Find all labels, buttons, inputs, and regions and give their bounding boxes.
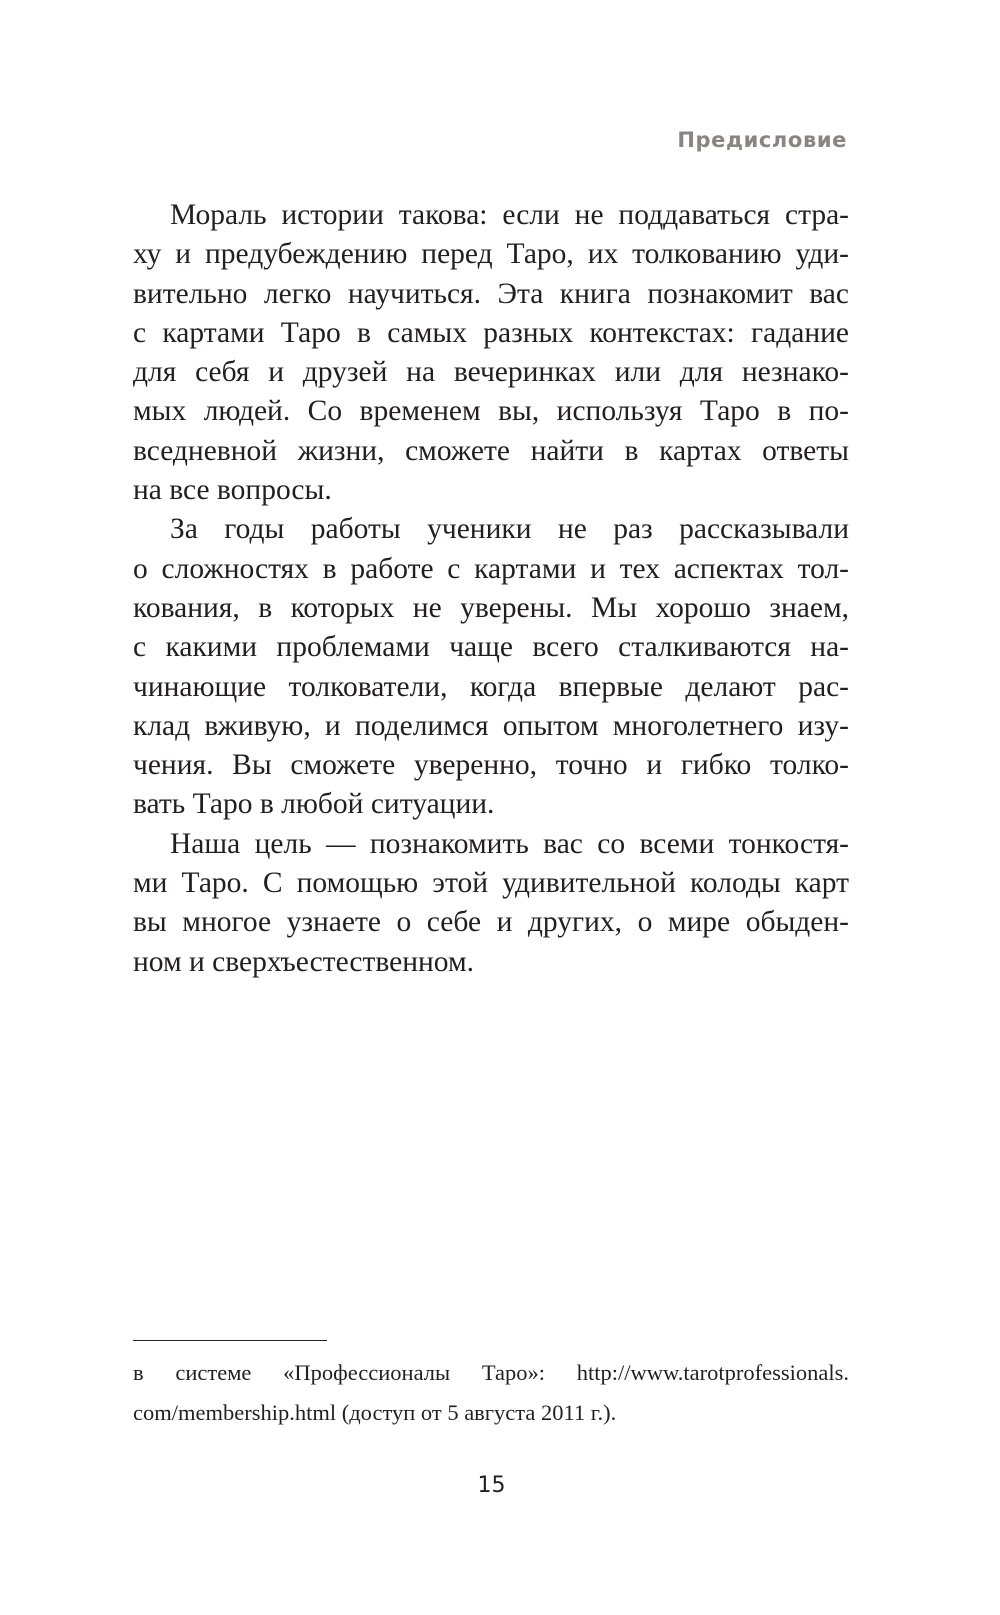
text-line: чения. Вы сможете уверенно, точно и гибко толко-: [133, 749, 849, 782]
text-line: чинающие толкователи, когда впервые делают рас-: [133, 670, 849, 703]
text-line: вы многое узнаете о себе и других, о мире обыден-: [133, 906, 849, 939]
text-line: мых людей. Со временем вы, используя Таро в по-: [133, 395, 849, 428]
text-line: клад вживую, и поделимся опытом многолетнего изу-: [133, 709, 849, 742]
text-line: с какими проблемами чаще всего сталкиваются на-: [133, 631, 849, 664]
text-line: ном и сверхъестественном.: [133, 945, 475, 978]
text-line: ми Таро. С помощью этой удивительной колоды карт: [133, 867, 849, 900]
text-line: вать Таро в любой ситуации.: [133, 788, 495, 821]
text-line: с картами Таро в самых разных контекстах: гадание: [133, 316, 849, 349]
text-line: ху и предубеждению перед Таро, их толкованию уди-: [133, 238, 849, 271]
text-line: вседневной жизни, сможете найти в картах ответы: [133, 434, 849, 467]
text-line: Мораль истории такова: если не поддаваться стра-: [170, 199, 849, 231]
text-line: Наша цель — познакомить вас со всеми тонкостя-: [170, 827, 849, 860]
paragraph-2: [133, 510, 849, 824]
footnote-divider: [133, 1340, 327, 1341]
text-line: За годы работы ученики не раз рассказывали: [170, 513, 849, 546]
text-line: кования, в которых не уверены. Мы хорошо знаем,: [133, 591, 849, 624]
text-line: вительно легко научиться. Эта книга познакомит вас: [133, 277, 849, 310]
text-line: на все вопросы.: [133, 474, 332, 507]
footnote-line: в системе «Профессионалы Таро»: http://www.tarotprofessionals.: [133, 1360, 849, 1385]
page-number: 15: [477, 1473, 506, 1498]
footnote-line: com/membership.html (доступ от 5 августа 2011 г.).: [133, 1400, 617, 1425]
text-line: о сложностях в работе с картами и тех аспектах тол-: [133, 552, 849, 585]
body-text: [133, 196, 849, 982]
text-line: для себя и друзей на вечеринках или для незнако-: [133, 356, 849, 389]
paragraph-3: [133, 825, 849, 982]
paragraph-1: [133, 196, 849, 510]
running-header: Предисловие: [677, 128, 847, 152]
footnote: [133, 1353, 849, 1433]
